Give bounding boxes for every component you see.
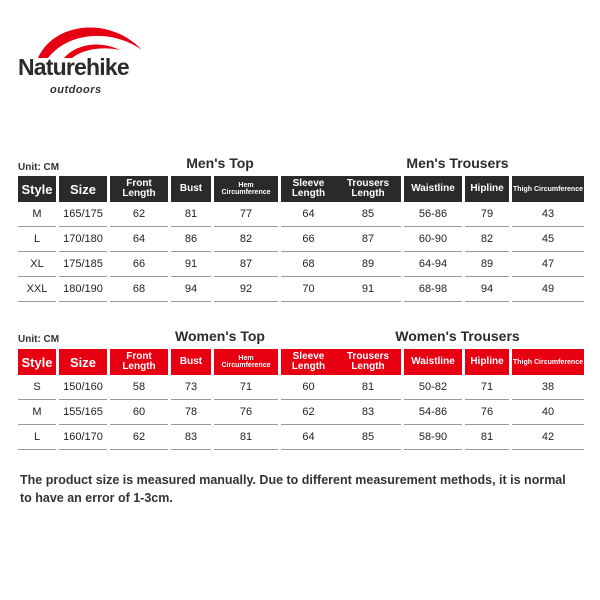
womens-top-table xyxy=(15,349,339,450)
col-sleeve-length: Sleeve Length xyxy=(281,349,336,375)
table-cell: M xyxy=(18,202,56,227)
col-thigh-circumference: Thigh Circumference xyxy=(512,176,584,202)
table-cell: 64 xyxy=(281,202,336,227)
table-cell: 66 xyxy=(110,252,168,277)
table-cell: 66 xyxy=(281,227,336,252)
table-cell: L xyxy=(18,227,56,252)
table-row xyxy=(335,400,584,425)
table-cell: 81 xyxy=(171,202,211,227)
table-cell: 60-90 xyxy=(404,227,462,252)
table-cell: 175/185 xyxy=(59,252,107,277)
col-hem-circumference: Hem Circumference xyxy=(214,349,278,375)
table-cell: 43 xyxy=(512,202,584,227)
col-sleeve-length: Sleeve Length xyxy=(281,176,336,202)
womens-trousers-table xyxy=(332,349,587,450)
table-cell: 78 xyxy=(171,400,211,425)
table-cell: 58 xyxy=(110,375,168,400)
table-cell: 62 xyxy=(281,400,336,425)
col-front-length: Front Length xyxy=(110,349,168,375)
table-cell: 82 xyxy=(214,227,278,252)
table-cell: 76 xyxy=(465,400,509,425)
table-cell: 60 xyxy=(110,400,168,425)
table-cell: 64 xyxy=(281,425,336,450)
table-cell: 50-82 xyxy=(404,375,462,400)
col-bust: Bust xyxy=(171,349,211,375)
col-trousers-length: Trousers Length xyxy=(335,176,401,202)
table-cell: 79 xyxy=(465,202,509,227)
col-size: Size xyxy=(59,349,107,375)
table-cell: 40 xyxy=(512,400,584,425)
table-row xyxy=(335,227,584,252)
table-cell: 76 xyxy=(214,400,278,425)
table-row xyxy=(18,277,336,302)
womens-top-title: Women's Top xyxy=(175,328,265,344)
table-cell: 81 xyxy=(214,425,278,450)
table-cell: 38 xyxy=(512,375,584,400)
table-cell: S xyxy=(18,375,56,400)
table-cell: 160/170 xyxy=(59,425,107,450)
table-header-row xyxy=(18,176,336,202)
table-cell: 70 xyxy=(281,277,336,302)
table-cell: L xyxy=(18,425,56,450)
table-cell: 68 xyxy=(281,252,336,277)
brand-name: Naturehike xyxy=(18,54,129,80)
table-cell: 94 xyxy=(171,277,211,302)
col-size: Size xyxy=(59,176,107,202)
table-cell: 71 xyxy=(465,375,509,400)
table-cell: 71 xyxy=(214,375,278,400)
table-cell: 155/165 xyxy=(59,400,107,425)
table-row xyxy=(18,375,336,400)
table-cell: 86 xyxy=(171,227,211,252)
table-cell: 62 xyxy=(110,202,168,227)
womens-unit-label: Unit: CM xyxy=(18,334,60,345)
table-cell: 49 xyxy=(512,277,584,302)
table-cell: 64-94 xyxy=(404,252,462,277)
col-thigh-circumference: Thigh Circumference xyxy=(512,349,584,375)
table-cell: XL xyxy=(18,252,56,277)
table-cell: 81 xyxy=(465,425,509,450)
col-style: Style xyxy=(18,349,56,375)
table-row xyxy=(335,277,584,302)
table-cell: 83 xyxy=(335,400,401,425)
mens-trousers-title: Men's Trousers xyxy=(406,155,509,171)
col-front-length: Front Length xyxy=(110,176,168,202)
table-row xyxy=(18,252,336,277)
table-cell: 68 xyxy=(110,277,168,302)
table-cell: 180/190 xyxy=(59,277,107,302)
table-cell: 87 xyxy=(214,252,278,277)
col-style: Style xyxy=(18,176,56,202)
table-cell: 85 xyxy=(335,425,401,450)
col-hipline: Hipline xyxy=(465,349,509,375)
table-cell: 91 xyxy=(171,252,211,277)
brand-tagline: outdoors xyxy=(50,84,102,96)
col-trousers-length: Trousers Length xyxy=(335,349,401,375)
table-header-row xyxy=(18,349,336,375)
table-cell: 64 xyxy=(110,227,168,252)
table-cell: 62 xyxy=(110,425,168,450)
brand-logo xyxy=(18,20,158,100)
table-cell: 83 xyxy=(171,425,211,450)
table-cell: 82 xyxy=(465,227,509,252)
table-row xyxy=(335,252,584,277)
col-hem-circumference: Hem Circumference xyxy=(214,176,278,202)
table-cell: 60 xyxy=(281,375,336,400)
col-waistline: Waistline xyxy=(404,176,462,202)
table-cell: 77 xyxy=(214,202,278,227)
table-row xyxy=(18,202,336,227)
table-cell: 85 xyxy=(335,202,401,227)
table-cell: 91 xyxy=(335,277,401,302)
col-waistline: Waistline xyxy=(404,349,462,375)
table-row xyxy=(335,375,584,400)
table-cell: XXL xyxy=(18,277,56,302)
table-cell: 150/160 xyxy=(59,375,107,400)
table-row xyxy=(335,202,584,227)
table-cell: 73 xyxy=(171,375,211,400)
table-cell: 89 xyxy=(335,252,401,277)
table-row xyxy=(18,227,336,252)
col-hipline: Hipline xyxy=(465,176,509,202)
table-cell: 170/180 xyxy=(59,227,107,252)
mens-trousers-table xyxy=(332,176,587,302)
table-header-row xyxy=(335,176,584,202)
table-cell: 94 xyxy=(465,277,509,302)
table-cell: 89 xyxy=(465,252,509,277)
table-row xyxy=(18,425,336,450)
table-cell: 81 xyxy=(335,375,401,400)
table-cell: M xyxy=(18,400,56,425)
table-cell: 165/175 xyxy=(59,202,107,227)
womens-trousers-title: Women's Trousers xyxy=(395,328,520,344)
mens-unit-label: Unit: CM xyxy=(18,162,60,173)
table-cell: 54-86 xyxy=(404,400,462,425)
table-row xyxy=(18,400,336,425)
table-cell: 68-98 xyxy=(404,277,462,302)
table-cell: 87 xyxy=(335,227,401,252)
table-cell: 92 xyxy=(214,277,278,302)
measurement-note: The product size is measured manually. Due to different measurement methods, it is normal to have an error of 1-3cm. xyxy=(20,473,566,505)
table-row xyxy=(335,425,584,450)
table-header-row xyxy=(335,349,584,375)
table-cell: 56-86 xyxy=(404,202,462,227)
col-bust: Bust xyxy=(171,176,211,202)
table-cell: 58-90 xyxy=(404,425,462,450)
table-cell: 47 xyxy=(512,252,584,277)
table-cell: 42 xyxy=(512,425,584,450)
mens-top-title: Men's Top xyxy=(186,155,254,171)
table-cell: 45 xyxy=(512,227,584,252)
mens-top-table xyxy=(15,176,339,302)
